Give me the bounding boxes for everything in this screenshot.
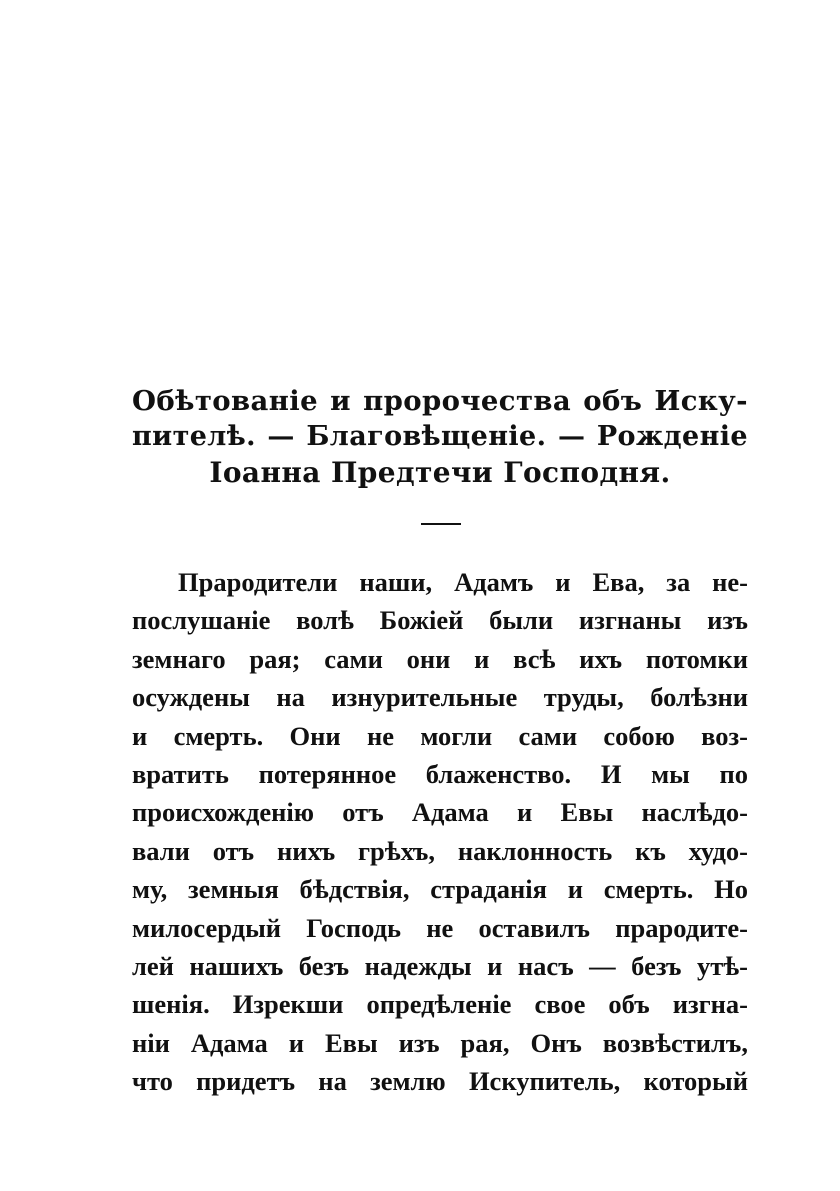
body-line: осуждены на изнурительные труды, болѣзни [132, 682, 748, 713]
heading-divider [421, 523, 461, 525]
body-line: и смерть. Они не могли сами собою воз- [132, 720, 748, 751]
heading-line: Обѣтованіе и пророчества объ Иску- [132, 385, 748, 417]
body-line: ніи Адама и Евы изъ рая, Онъ возвѣстилъ, [132, 1027, 748, 1058]
body-line: му, земныя бѣдствія, страданія и смерть. Но [132, 874, 748, 905]
body-line: земнаго рая; сами они и всѣ ихъ потомки [132, 643, 748, 674]
body-line: вали отъ нихъ грѣхъ, наклонность къ худо- [132, 835, 748, 866]
body-line: лей нашихъ безъ надежды и насъ — безъ утѣ- [132, 950, 748, 981]
heading-line: Іоанна Предтечи Господня. [209, 456, 671, 489]
body-line: послушаніе волѣ Божіей были изгнаны изъ [132, 605, 748, 636]
body-line: шенія. Изрекши опредѣленіе свое объ изгна- [132, 989, 748, 1020]
body-paragraph [132, 563, 748, 1100]
body-line: вратить потерянное блаженство. И мы по [132, 758, 748, 789]
body-line: происхожденію отъ Адама и Евы наслѣдо- [132, 797, 748, 828]
body-line: что придетъ на землю Искупитель, который [132, 1066, 748, 1097]
chapter-heading [132, 383, 748, 491]
body-line: милосердый Господь не оставилъ прародите- [132, 912, 748, 943]
heading-line: пителѣ. — Благовѣщеніе. — Рожденіе [132, 421, 748, 452]
body-line: Прародители наши, Адамъ и Ева, за не- [178, 567, 748, 597]
